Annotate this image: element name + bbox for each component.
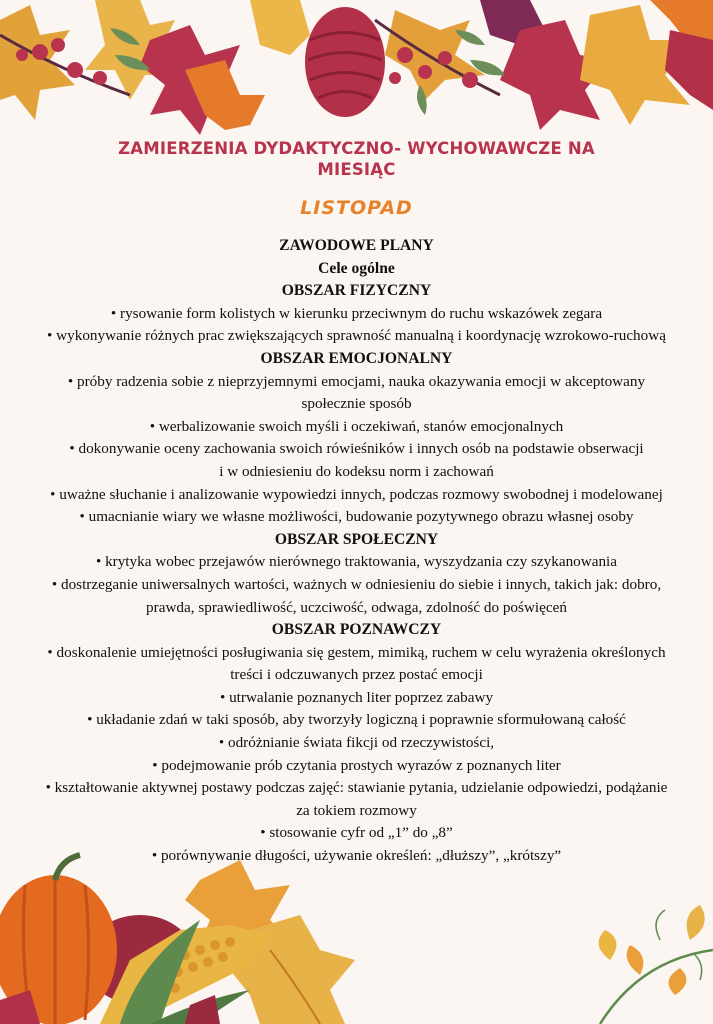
list-item: • wykonywanie różnych prac zwiększających sprawność manualną i koordynację wzrokowo-ruchową [47, 327, 666, 345]
section-heading-social: OBSZAR SPOŁECZNY [274, 530, 439, 548]
title-line: MIESIĄC [317, 160, 396, 179]
page-title [0, 138, 713, 180]
list-item: • krytyka wobec przejawów nierównego traktowania, wyszydzania czy szykanowania [95, 553, 618, 571]
list-item: • próby radzenia sobie z nieprzyjemnymi emocjami, nauka okazywania emocji w akceptowany [67, 372, 646, 390]
list-item: • umacnianie wiary we własne możliwości, budowanie pozytywnego obrazu własnej osoby [79, 508, 634, 526]
goals-content [8, 235, 705, 868]
list-item: za tokiem rozmowy [296, 801, 417, 819]
list-item: • porównywanie długości, używanie określeń: „dłuższy”, „krótszy” [151, 847, 562, 865]
list-item: • uważne słuchanie i analizowanie wypowiedzi innych, podczas rozmowy swobodnej i modelowanej [50, 485, 663, 503]
list-item: treści i odczuwanych przez postać emocji [230, 666, 483, 684]
section-heading-cognitive: OBSZAR POZNAWCZY [271, 621, 442, 639]
list-item: • podejmowanie prób czytania prostych wyrazów z poznanych liter [152, 756, 561, 774]
list-item: • rysowanie form kolistych w kierunku przeciwnym do ruchu wskazówek zegara [110, 304, 603, 322]
list-item: • stosowanie cyfr od „1” do „8” [260, 824, 453, 842]
list-item: • doskonalenie umiejętności posługiwania się gestem, mimiką, ruchem w celu wyrażenia określonych [47, 643, 666, 661]
list-item: • dostrzeganie uniwersalnych wartości, ważnych w odniesieniu do siebie i innych, takich jak: dobro, [51, 575, 662, 593]
section-heading-emotional: OBSZAR EMOCJONALNY [260, 349, 453, 367]
plans-subheading: Cele ogólne [318, 259, 395, 277]
list-item: • układanie zdań w taki sposób, aby tworzyły logiczną i poprawnie sformułowaną całość [87, 711, 626, 729]
top-leaves-decoration [0, 0, 713, 135]
list-item: • odróżnianie świata fikcji od rzeczywistości, [218, 734, 495, 752]
plans-heading: ZAWODOWE PLANY [279, 237, 434, 254]
list-item: prawda, sprawiedliwość, uczciwość, odwaga, zdolność do poświęceń [146, 598, 567, 616]
list-item: społecznie sposób [301, 395, 412, 413]
list-item: • utrwalanie poznanych liter poprzez zabawy [219, 688, 494, 706]
section-heading-physical: OBSZAR FIZYCZNY [281, 282, 432, 300]
month-heading: LISTOPAD [300, 197, 413, 219]
harvest-decoration [0, 855, 355, 1024]
list-item: • dokonywanie oceny zachowania swoich rówieśników i innych osób na podstawie obserwacji [69, 440, 644, 458]
list-item: i w odniesieniu do kodeksu norm i zachowań [219, 462, 494, 480]
list-item: • werbalizowanie swoich myśli i oczekiwań, stanów emocjonalnych [149, 417, 564, 435]
vine-decoration [599, 905, 713, 1024]
list-item: • kształtowanie aktywnej postawy podczas zajęć: stawianie pytania, udzielanie odpowiedzi, podążanie [45, 779, 668, 797]
title-line: ZAMIERZENIA DYDAKTYCZNO- WYCHOWAWCZE NA [118, 139, 595, 158]
